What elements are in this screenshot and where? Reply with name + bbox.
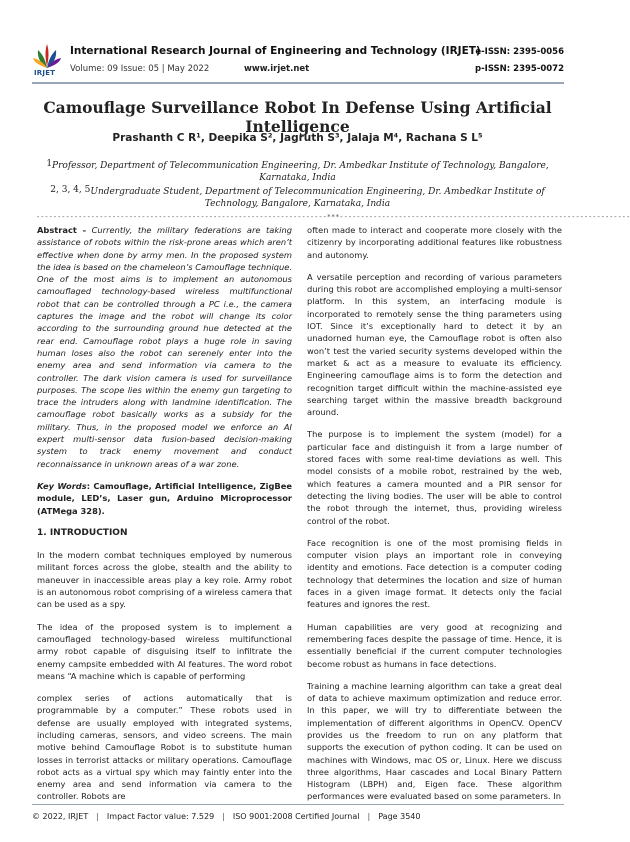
paragraph: Training a machine learning algorithm can take a great deal of data to achieve maximum optimization and reduce error. In this paper, we will try to differentiate between the implementation of different algorithms in OpenCV. OpenCV provides us the freedom to run on any platform that supports the execution of python coding. It can be used on machines with Windows, mac OS or, Linux. Here we discuss three algorithms, Haar cascades and Local Binary Pattern Histogram (LBPH) and, Eigen face. These algorithm performances were evaluated based on some parameters. In — [307, 680, 562, 802]
affiliation-2-marker: 2, 3, 4, 5 — [50, 185, 91, 195]
right-column — [307, 224, 562, 813]
abstract — [37, 224, 292, 470]
journal-header — [32, 42, 564, 84]
paper-title: Camouflage Surveillance Robot In Defense Using Artificial Intelligence — [43, 98, 552, 136]
section-heading-introduction: 1. INTRODUCTION — [37, 527, 128, 538]
irjet-logo — [32, 42, 62, 78]
footer-rule — [32, 804, 564, 805]
section-divider: ---------------------------------------------------------------------***--------------------------------------------------------------------- — [36, 213, 630, 221]
keywords-text: : Camouflage, Artificial Intelligence, ZigBee module, LED’s, Laser gun, Arduino Microprocessor (ATMega 328). — [37, 480, 292, 516]
affiliation-1 — [40, 158, 555, 184]
footer-copyright: © 2022, IRJET — [32, 812, 89, 821]
affiliation-2 — [40, 184, 555, 210]
affiliation-2-text: Undergraduate Student, Department of Telecommunication Engineering, Dr. Ambedkar Institute of Technology, Bangalore, Karnataka, India — [90, 187, 545, 209]
footer-iso: ISO 9001:2008 Certified Journal — [232, 812, 360, 821]
left-column — [37, 224, 292, 813]
p-issn: p-ISSN: 2395-0072 — [475, 64, 564, 74]
e-issn: e-ISSN: 2395-0056 — [475, 47, 564, 57]
keywords-label: Key Words — [37, 480, 87, 491]
paragraph: often made to interact and cooperate more closely with the citizenry by incorporating additional features like robustness and autonomy. — [307, 225, 562, 260]
journal-name: International Research Journal of Engineering and Technology (IRJET) — [70, 45, 481, 57]
author-list: Prashanth C R¹, Deepika S², Jagruth S³, Jalaja M⁴, Rachana S L⁵ — [112, 132, 483, 144]
paragraph: complex series of actions automatically that is programmable by a computer.” These robots used in defense are usually employed with integrated systems, including cameras, sensors, and video screens. The main motive behind Camouflage Robot is to substitute human losses in terrorist attacks or military operations. Camouflage robot acts as a virtual spy which may faintly enter into the enemy area and send information via camera to the controller. Robots are — [37, 693, 292, 802]
paragraph: Face recognition is one of the most promising fields in computer vision plays an important role in conveying identity and emotions. Face detection is a computer coding technology that determines the location and size of human faces in a given image format. It detects only the facial features and ignores the rest. — [307, 537, 562, 610]
abstract-text: Currently, the military federations are taking assistance of robots within the risk-prone areas which aren’t effective when done by army men. In the proposed system the idea is based on the chameleon’s Camouflage technique. One of the most aims is to implement an autonomous camouflaged technology-based wireless multifunctional robot that can be controlled through a PC i.e., the camera captures the image and the robot will change its color according to the surrounding ground hue detected at the rear end. Camouflage robot plays a huge role in saving human loses also the robot can serenely enter into the enemy area and send information via camera to the controller. The dark vision camera is used for surveillance purposes. The scope lies within the enemy gun targeting to trace the intruders along with landmine identification. The camouflage robot basically works as a subsidy for the military. Thus, in the proposed model we enforce an AI expert multi-sensor data fusion-based decision-making system to track enemy movement and conduct reconnaissance in unknown areas of a war zone. — [37, 225, 293, 469]
affiliation-1-text: Professor, Department of Telecommunication Engineering, Dr. Ambedkar Institute of Technology, Bangalore, Karnataka, India — [52, 161, 549, 183]
abstract-label: Abstract - — [37, 225, 87, 235]
page-footer: © 2022, IRJET | Impact Factor value: 7.529 | ISO 9001:2008 Certified Journal | Page 3540 — [32, 812, 421, 821]
header-rule — [32, 82, 564, 84]
keywords — [37, 480, 292, 517]
paragraph: The idea of the proposed system is to implement a camouflaged technology-based wireless multifunctional army robot capable of disguising itself to infiltrate the enemy campsite embedded with AI features. The word robot means “A machine which is capable of performing — [37, 621, 292, 681]
logo-text: IRJET — [34, 69, 56, 77]
paragraph: In the modern combat techniques employed by numerous militant forces across the globe, stealth and the ability to maneuver in inaccessible areas play a key role. Army robot is an autonomous robot comprising of a wireless camera that can be used as a spy. — [37, 550, 292, 610]
footer-impact-factor: Impact Factor value: 7.529 — [106, 812, 215, 821]
journal-website[interactable]: www.irjet.net — [244, 64, 310, 74]
paragraph: A versatile perception and recording of various parameters during this robot are accomplished employing a multi-sensor platform. In this system, an interfacing module is incorporated to remotely sense the thing parameters using IOT. Since it’s exceptionally hard to detect it by an unadorned human eye, the Camouflage robot is often also won’t test the varied security systems developed within the market & act as a measure to evaluate its efficiency. Engineering camouflage aims is to form the detection and recognition target difficult within the machine-assisted eye searching target within the massive breadth background around. — [307, 271, 562, 418]
footer-page-number: Page 3540 — [378, 812, 421, 821]
paragraph: Human capabilities are very good at recognizing and remembering faces despite the passage of time. Hence, it is essentially beneficial if the current computer technologies become robust as humans in face detections. — [307, 621, 562, 669]
affiliation-1-marker: 1 — [46, 159, 53, 169]
paragraph: The purpose is to implement the system (model) for a particular face and distinguish it from a large number of stored faces with some real-time deviations as well. This model consists of a mobile robot, restrained by the web, which features a camera mounted and a PIR sensor for detecting the living bodies. The user will be able to control the robot through the internet, thus, providing wireless control of the robot. — [307, 429, 562, 526]
volume-info: Volume: 09 Issue: 05 | May 2022 — [70, 64, 210, 74]
